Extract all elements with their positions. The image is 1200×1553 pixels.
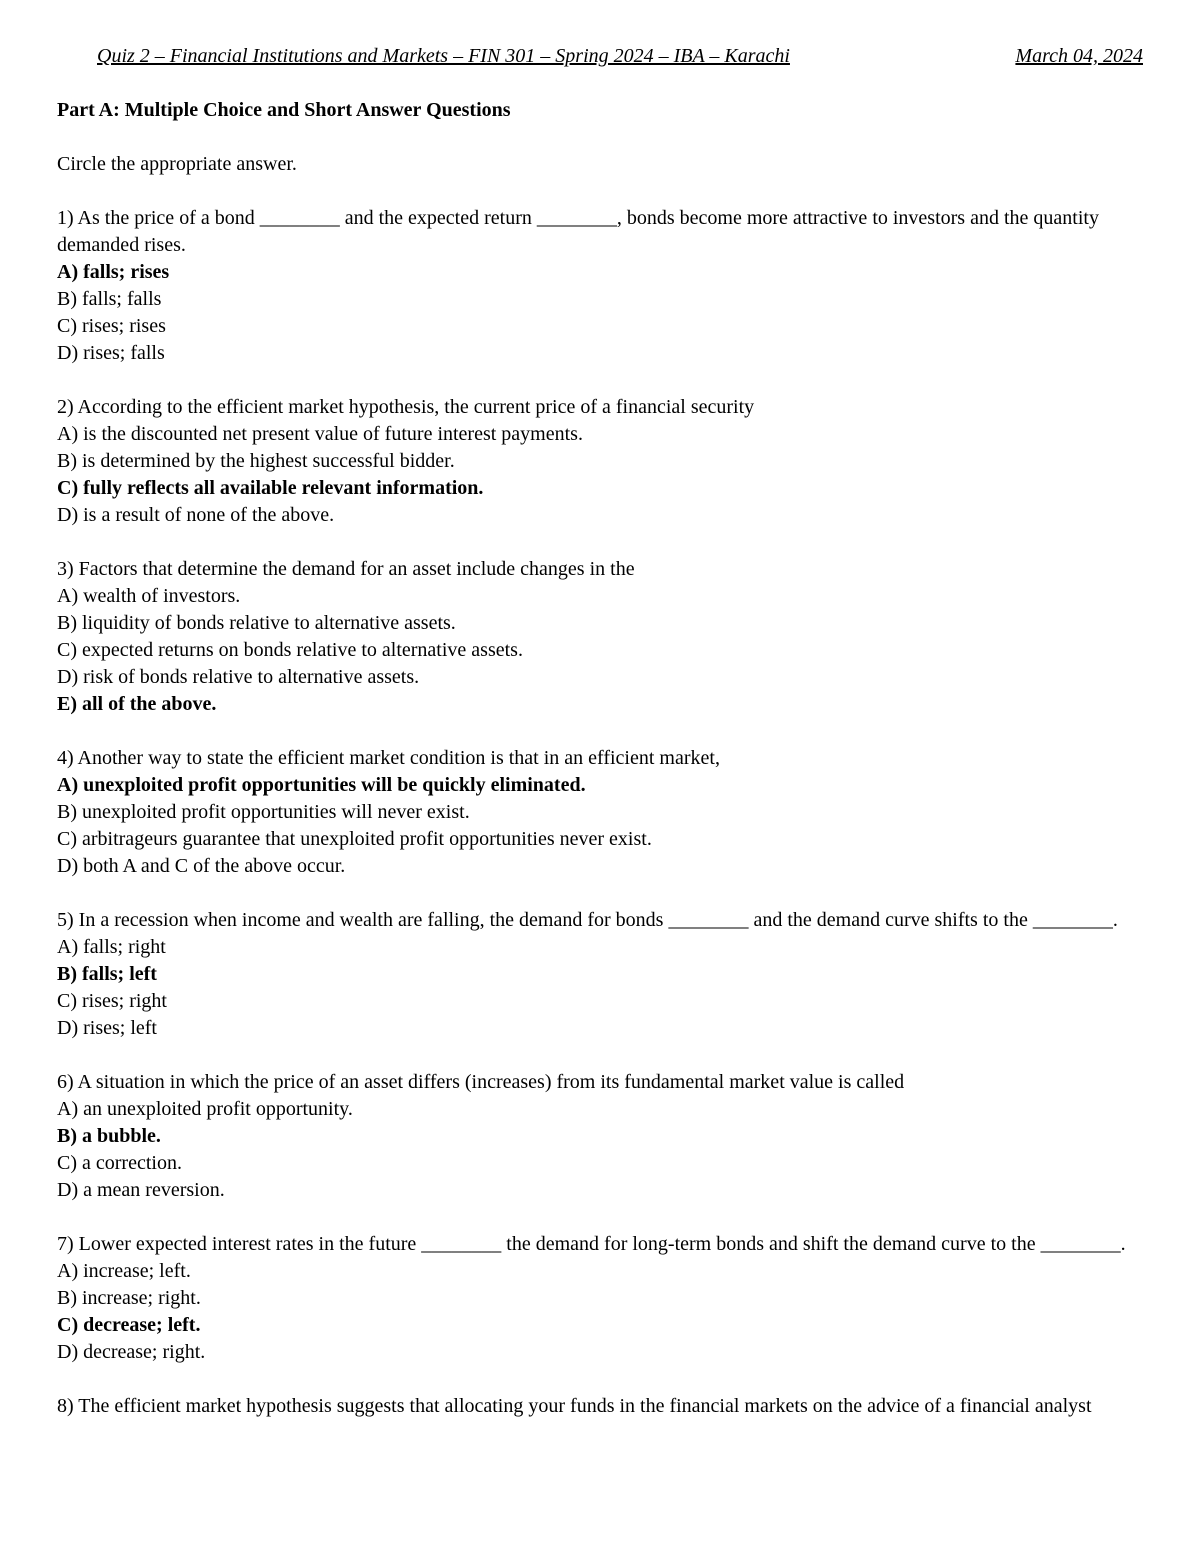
section-title: Part A: Multiple Choice and Short Answer Questions: [57, 99, 511, 121]
question-text: 3) Factors that determine the demand for an asset include changes in the: [57, 558, 635, 580]
answer-option[interactable]: B) is determined by the highest successful bidder.: [57, 450, 455, 472]
question-text: 2) According to the efficient market hypothesis, the current price of a financial security: [57, 396, 755, 418]
question-3: [57, 556, 1147, 718]
answer-option-correct[interactable]: B) falls; left: [57, 963, 157, 985]
question-list: [57, 205, 1147, 1366]
answer-option-correct[interactable]: A) falls; rises: [57, 261, 170, 283]
question-7: [57, 1231, 1147, 1366]
question-5: [57, 907, 1147, 1042]
answer-option[interactable]: B) unexploited profit opportunities will never exist.: [57, 801, 470, 823]
question-text: 6) A situation in which the price of an asset differs (increases) from its fundamental market value is called: [57, 1071, 905, 1093]
answer-option[interactable]: D) a mean reversion.: [57, 1179, 225, 1201]
answer-option[interactable]: B) increase; right.: [57, 1287, 201, 1309]
answer-option[interactable]: C) rises; right: [57, 990, 167, 1012]
answer-option-correct[interactable]: C) decrease; left.: [57, 1314, 201, 1336]
header-date: March 04, 2024: [1015, 45, 1143, 67]
answer-option[interactable]: C) arbitrageurs guarantee that unexploited profit opportunities never exist.: [57, 828, 652, 850]
question-text: 8) The efficient market hypothesis suggests that allocating your funds in the financial markets on the advice of a financial analyst: [57, 1395, 1092, 1417]
answer-option[interactable]: A) an unexploited profit opportunity.: [57, 1098, 353, 1120]
question-6: [57, 1069, 1147, 1204]
answer-option[interactable]: B) falls; falls: [57, 288, 162, 310]
answer-option-correct[interactable]: A) unexploited profit opportunities will be quickly eliminated.: [57, 774, 586, 796]
question-2: [57, 394, 1147, 529]
answer-option[interactable]: D) rises; left: [57, 1017, 157, 1039]
answer-option[interactable]: D) rises; falls: [57, 342, 165, 364]
answer-option[interactable]: A) wealth of investors.: [57, 585, 241, 607]
answer-option[interactable]: C) a correction.: [57, 1152, 182, 1174]
answer-option[interactable]: D) decrease; right.: [57, 1341, 206, 1363]
question-text: 7) Lower expected interest rates in the future ________ the demand for long-term bonds and shift the demand curve to the ________.: [57, 1233, 1126, 1255]
question-4: [57, 745, 1147, 880]
instruction-text: Circle the appropriate answer.: [57, 153, 297, 175]
answer-option[interactable]: A) falls; right: [57, 936, 166, 958]
answer-option[interactable]: C) expected returns on bonds relative to alternative assets.: [57, 639, 523, 661]
answer-option[interactable]: A) increase; left.: [57, 1260, 191, 1282]
question-text: 1) As the price of a bond ________ and the expected return ________, bonds become more attractive to investors and the quantity demanded rises.: [57, 207, 1099, 256]
answer-option[interactable]: D) risk of bonds relative to alternative assets.: [57, 666, 420, 688]
answer-option[interactable]: D) both A and C of the above occur.: [57, 855, 346, 877]
answer-option[interactable]: C) rises; rises: [57, 315, 166, 337]
answer-option[interactable]: B) liquidity of bonds relative to alternative assets.: [57, 612, 456, 634]
header-course-title: Quiz 2 – Financial Institutions and Markets – FIN 301 – Spring 2024 – IBA – Karachi: [97, 45, 790, 67]
answer-option[interactable]: D) is a result of none of the above.: [57, 504, 335, 526]
question-8: [57, 1393, 1147, 1420]
page-header: [97, 42, 1143, 70]
answer-option-correct[interactable]: C) fully reflects all available relevant information.: [57, 477, 484, 499]
answer-option-correct[interactable]: E) all of the above.: [57, 693, 217, 715]
quiz-page: [57, 42, 1147, 1420]
question-1: [57, 205, 1147, 367]
question-text: 5) In a recession when income and wealth are falling, the demand for bonds ________ and the demand curve shifts to the ________.: [57, 909, 1118, 931]
question-text: 4) Another way to state the efficient market condition is that in an efficient market,: [57, 747, 720, 769]
answer-option-correct[interactable]: B) a bubble.: [57, 1125, 161, 1147]
answer-option[interactable]: A) is the discounted net present value of future interest payments.: [57, 423, 583, 445]
